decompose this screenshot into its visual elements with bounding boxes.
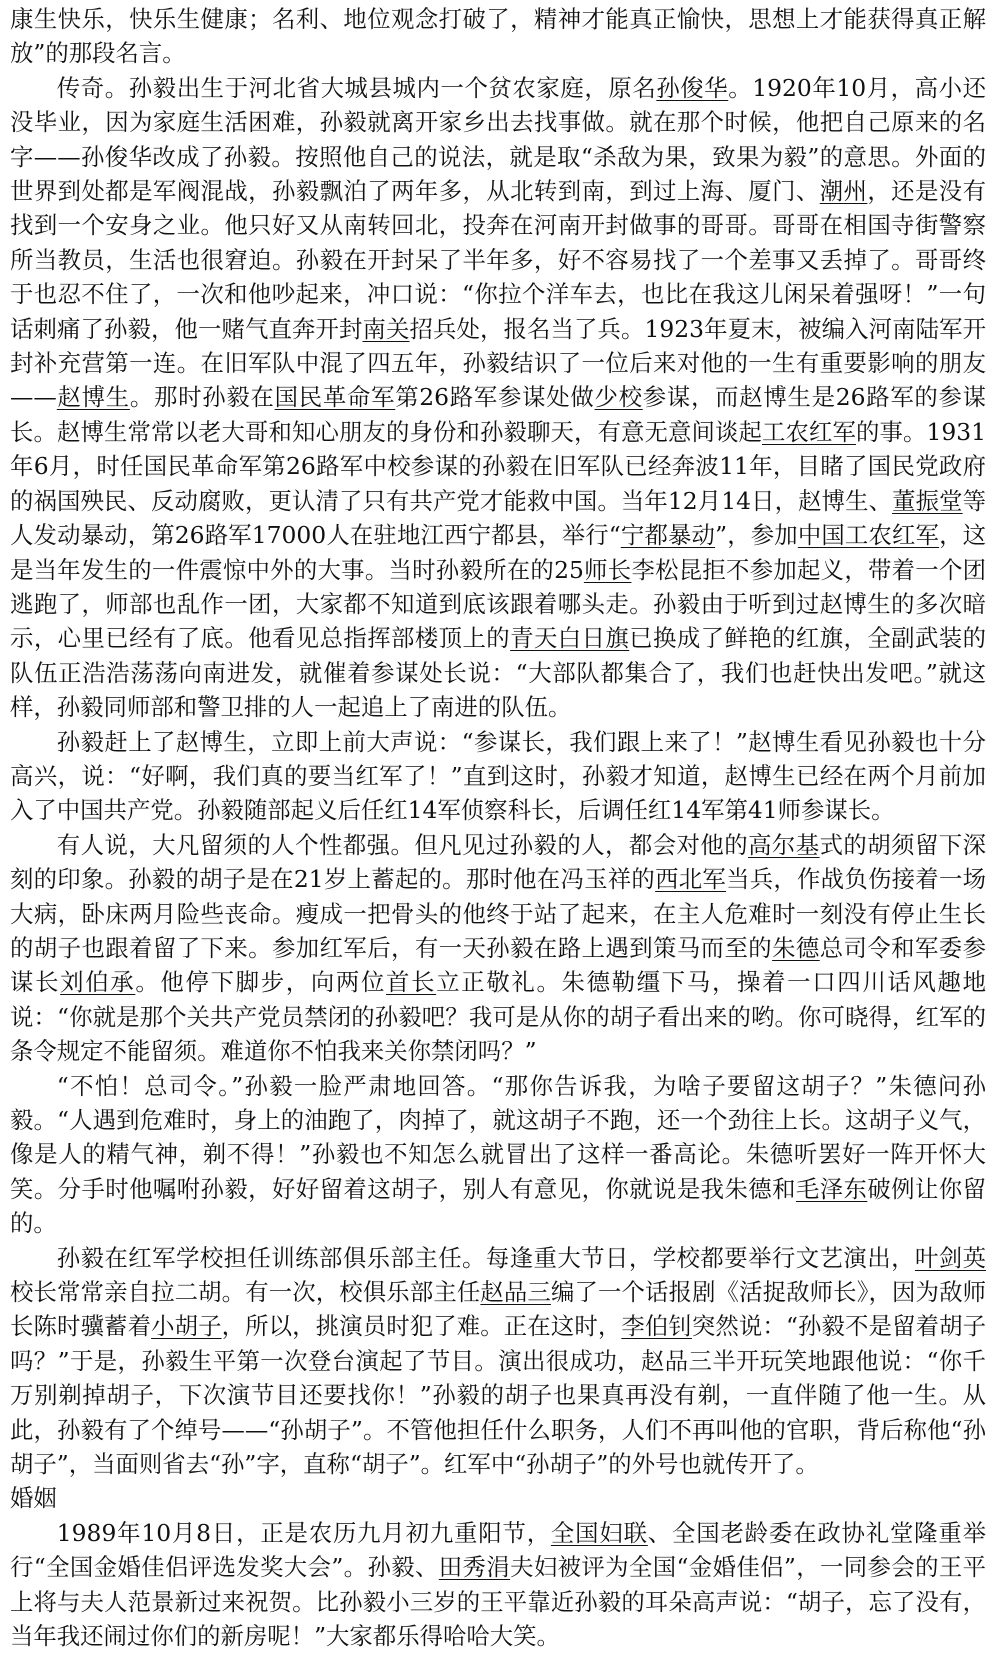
text-run: 招兵处，报名当了兵。1923年夏末，被编入河南陆军开封补充营第一连。在旧军队中混了四五年，孙毅结识了一位后来对他的一生有重要影响的朋友—— [10, 314, 987, 412]
text-run: 1989年10月8日，正是农历九月初九重阳节， [56, 1518, 551, 1547]
wiki-link[interactable]: 毛泽东 [795, 1174, 868, 1203]
text-run: 第26路军参谋处做 [395, 383, 595, 412]
text-run: 孙毅赶上了赵博生，立即上前大声说：“参谋长，我们跟上来了！”赵博生看见孙毅也十分高兴，说：“好啊，我们真的要当红军了！”直到这时，孙毅才知道，赵博生已经在两个月前加入了中国共产党。孙毅随部起义后任红14军侦察科长，后调任红14军第41师参谋长。 [10, 727, 986, 825]
text-run: 夫妇被评为全国“金婚佳侣”，一同参会的王平上将与夫人范景新过来祝贺。比孙毅小三岁的王平靠近孙毅的耳朵高声说：“胡子，忘了没有，当年我还闹过你们的新房呢！”大家都乐得哈哈大笑。 [10, 1553, 986, 1651]
paragraph [10, 1516, 986, 1654]
wiki-link[interactable]: 朱德 [772, 933, 820, 962]
text-run: 李松昆拒不参加起义，带着一个团逃跑了，师部也乱作一团，大家都不知道到底该跟着哪头走。孙毅由于听到过赵博生的多次暗示，心里已经有了底。他看见总指挥部楼顶上的 [10, 555, 987, 653]
wiki-link[interactable]: 刘伯承 [60, 968, 136, 997]
wiki-link[interactable]: 高尔基 [748, 830, 820, 859]
text-run: ，还是没有找到一个安身之业。他只好又从南转回北，投奔在河南开封做事的哥哥。哥哥在相国寺街警察所当教员，生活也很窘迫。孙毅在开封呆了半年多，好不容易找了一个差事又丢掉了。哥哥终于也忍不住了，一次和他吵起来，冲口说：“你拉个洋车去，也比在我这儿闲呆着强呀！”一句话刺痛了孙毅，他一赌气直奔开封 [10, 177, 987, 343]
paragraph [10, 828, 986, 1069]
text-run: 校长常常亲自拉二胡。有一次，校俱乐部主任 [10, 1278, 481, 1307]
wiki-link[interactable]: 工农红军 [761, 417, 856, 446]
wiki-link[interactable]: 小胡子 [151, 1312, 222, 1341]
text-run: 式的胡须留下深刻的印象。孙毅的胡子是在21岁上蓄起的。那时他在冯玉祥的 [10, 830, 987, 894]
wiki-link[interactable]: 李伯钊 [621, 1312, 692, 1341]
text-run: 编了一个话报剧《活捉敌师长》，因为敌师长陈时骥蓄着 [10, 1278, 986, 1341]
text-run: 。那时孙毅在 [129, 383, 275, 412]
text-run: 突然说：“孙毅不是留着胡子吗？”于是，孙毅生平第一次登台演起了节目。演出很成功，赵品三半开玩笑地跟他说：“你千万别剃掉胡子，下次演节目还要找你！”孙毅的胡子也果真再没有剃，一直伴随了他一生。从此，孙毅有了个绰号——“孙胡子”。不管他担任什么职务，人们不再叫他的官职，背后称他“孙胡子”，当面则省去“孙”字，直称“胡子”。红军中“孙胡子”的外号也就传开了。 [10, 1312, 987, 1479]
text-run: 有人说，大凡留须的人个性都强。但凡见过孙毅的人，都会对他的 [56, 830, 749, 859]
text-run: “不怕！总司令。”孙毅一脸严肃地回答。“那你告诉我，为啥子要留这胡子？”朱德问孙毅。“人遇到危难时，身上的油跑了，肉掉了，就这胡子不跑，还一个劲往上长。这胡子义气，像是人的精气神，剃不得！”孙毅也不知怎么就冒出了这样一番高论。朱德听罢好一阵开怀大笑。分手时他嘱咐孙毅，好好留着这胡子，别人有意见，你就说是我朱德和 [10, 1071, 986, 1203]
text-run: 等人发动暴动，第26路军17000人在驻地江西宁都县，举行“ [10, 486, 987, 550]
paragraph [10, 2, 986, 71]
paragraph [10, 1241, 986, 1482]
wiki-link[interactable]: 孙俊华 [656, 73, 729, 102]
paragraph [10, 725, 986, 828]
wiki-link[interactable]: 少校 [594, 383, 643, 412]
wiki-link[interactable]: 师长 [583, 555, 632, 584]
text-run: 参谋，而赵博生是26路军的参谋长。赵博生常常以老大哥和知心朋友的身份和孙毅聊天，有意无意间谈起 [10, 383, 987, 446]
wiki-link[interactable]: 潮州 [819, 177, 868, 206]
wiki-link[interactable]: 首长 [386, 968, 437, 997]
text-run: 立正敬礼。朱德勒缰下马，操着一口四川话风趣地说：“你就是那个关共产党员禁闭的孙毅吧？我可是从你的胡子看出来的哟。你可晓得，红军的条令规定不能留须。难道你不怕我来关你禁闭吗？” [10, 968, 987, 1066]
wiki-link[interactable]: 青天白日旗 [510, 624, 630, 653]
paragraph [10, 1069, 986, 1241]
text-run: 康生快乐，快乐生健康；名利、地位观念打破了，精神才能真正愉快，思想上才能获得真正解放”的那段名言。 [10, 5, 986, 68]
text-run: 破例让你留的。 [10, 1174, 987, 1238]
text-run: 总司令和军委参谋长 [10, 933, 987, 997]
paragraph [10, 71, 986, 725]
text-run: 孙毅在红军学校担任训练部俱乐部主任。每逢重大节日，学校都要举行文艺演出， [56, 1243, 915, 1272]
text-run: ，这是当年发生的一件震惊中外的大事。当时孙毅所在的25 [10, 521, 987, 584]
wiki-link[interactable]: 南关 [362, 314, 410, 343]
wiki-link[interactable]: 董振堂 [892, 486, 963, 515]
wiki-link[interactable]: 赵博生 [56, 383, 130, 412]
text-run: ”，参加 [715, 521, 798, 550]
text-run: 当兵，作战负伤接着一场大病，卧床两月险些丧命。瘦成一把骨头的他终于站了起来，在主人危难时一刻没有停止生长的胡子也跟着留了下来。参加红军后，有一天孙毅在路上遇到策马而至的 [10, 865, 987, 962]
wiki-link[interactable]: 中国工农红军 [797, 521, 940, 550]
wiki-link[interactable]: 国民革命军 [274, 383, 396, 412]
wiki-link[interactable]: 宁都暴动 [620, 521, 716, 550]
text-run: 、全国老龄委在政协礼堂隆重举行“全国金婚佳侣评选发奖大会”。孙毅、 [10, 1518, 987, 1582]
text-run: 已换成了鲜艳的红旗，全副武装的队伍正浩浩荡荡向南进发，就催着参谋处长说：“大部队都集合了，我们也赶快出发吧。”就这样，孙毅同师部和警卫排的人一起追上了南进的队伍。 [10, 624, 987, 722]
text-run: 。1920年10月，高小还没毕业，因为家庭生活困难，孙毅就离开家乡出去找事做。就在那个时候，他把自己原来的名字——孙俊华改成了孙毅。按照他自己的说法，就是取“杀敌为果，致果为毅”的意思。外面的世界到处都是军阀混战，孙毅飘泊了两年多，从北转到南，到过上海、厦门、 [10, 73, 987, 206]
wiki-link[interactable]: 全国妇联 [550, 1518, 648, 1547]
text-run: 传奇。孙毅出生于河北省大城县城内一个贫农家庭，原名 [56, 73, 657, 102]
text-run: 的事。1931年6月，时任国民革命军第26路军中校参谋的孙毅在旧军队已经奔波11年，目睹了国民党政府的祸国殃民、反动腐败，更认清了只有共产党才能救中国。当年12月14日，赵博生、 [10, 417, 987, 515]
wiki-link[interactable]: 赵品三 [480, 1278, 551, 1307]
text-run: 婚姻 [10, 1484, 57, 1513]
wiki-link[interactable]: 田秀涓 [438, 1553, 511, 1582]
text-run: 。他停下脚步，向两位 [135, 968, 387, 997]
section-heading [10, 1481, 986, 1515]
text-run: ，所以，挑演员时犯了难。正在这时， [221, 1312, 622, 1341]
wiki-link[interactable]: 叶剑英 [914, 1243, 987, 1272]
wiki-link[interactable]: 西北军 [655, 865, 727, 894]
